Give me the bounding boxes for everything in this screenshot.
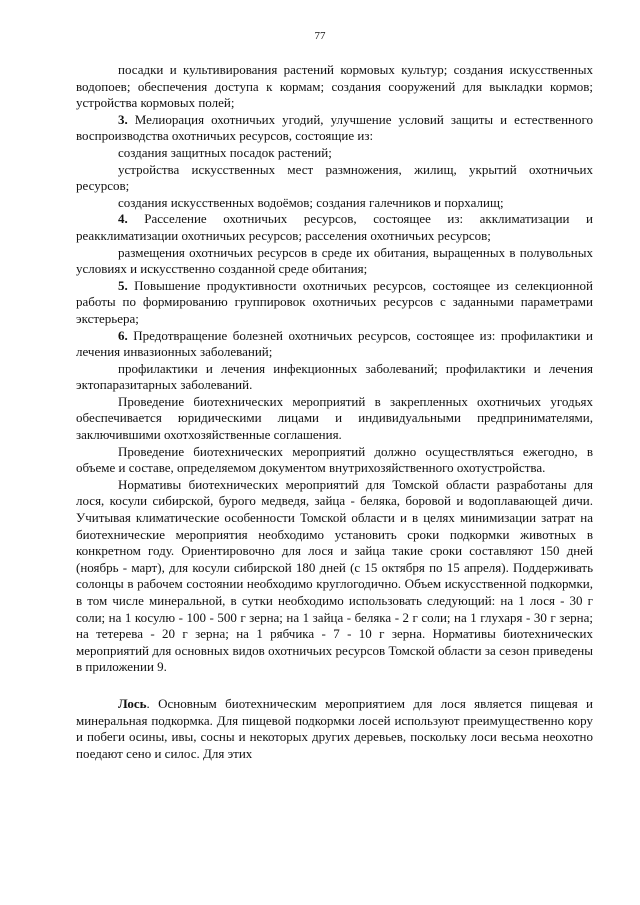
paragraph-text: Проведение биотехнических мероприятий в закрепленных охотничьих угодьях обеспечивается юридическими лицами и индивидуальными предпринимателями, заключившими охотхозяйственные соглашения.: [76, 393, 593, 443]
paragraph: [76, 145, 593, 162]
paragraph-text: устройства искусственных мест размножения, жилищ, укрытий охотничьих ресурсов;: [76, 161, 593, 194]
paragraph-number: 5.: [118, 277, 128, 293]
paragraph-number: 3.: [118, 111, 128, 127]
paragraph-number: 4.: [118, 211, 128, 227]
paragraph-gap: [76, 676, 593, 696]
paragraph-number: 6.: [118, 327, 128, 343]
paragraph-text: посадки и культивирования растений кормовых культур; создания искусственных водопоев; обеспечения доступа к кормам; создания сооружений для выкладки кормов; устройства кормовых полей;: [76, 62, 593, 111]
paragraph-text: профилактики и лечения инфекционных заболеваний; профилактики и лечения эктопаразитарных заболеваний.: [76, 360, 593, 393]
paragraph-text: Предотвращение болезней охотничьих ресурсов, состоящее из: профилактики и лечения инвазионных заболеваний;: [76, 327, 593, 360]
paragraph-text: Мелиорация охотничьих угодий, улучшение условий защиты и естественного воспроизводства охотничьих ресурсов, состоящие из:: [76, 111, 593, 144]
paragraph: [76, 195, 593, 212]
paragraph: [76, 444, 593, 477]
page-number: 77: [314, 30, 326, 42]
paragraph: [76, 245, 593, 278]
paragraph: [76, 211, 593, 244]
paragraph: [76, 696, 593, 762]
section-term-moose: Лось: [118, 695, 147, 711]
paragraph: [76, 394, 593, 444]
paragraph: [76, 328, 593, 361]
paragraph-text: размещения охотничьих ресурсов в среде их обитания, выращенных в полувольных условиях и искусственно созданной среде обитания;: [76, 244, 593, 277]
paragraph: [76, 278, 593, 328]
document-body: [76, 62, 593, 762]
paragraph: [76, 62, 593, 112]
paragraph-text: Проведение биотехнических мероприятий должно осуществляться ежегодно, в объеме и составе, определяемом документом внутрихозяйственного охотустройства.: [76, 443, 593, 476]
paragraph: [76, 162, 593, 195]
paragraph: [76, 112, 593, 145]
paragraph-text: . Основным биотехническим мероприятием для лося является пищевая и минеральная подкормка. Для пищевой подкормки лосей используют преимущественно кору и побеги осины, ивы, сосны и некоторых других деревьев, поскольку лоси весьма неохотно поедают сено и силос. Для этих: [76, 695, 593, 761]
paragraph-text: Нормативы биотехнических мероприятий для Томской области разработаны для лося, косули сибирской, бурого медведя, зайца - беляка, боровой и водоплавающей дичи. Учитывая климатические особенности Томской области и в целях минимизации затрат на биотехнические мероприятия необходимо установить сроки подкормки животных в конкретном году. Ориентировочно для лося и зайца такие сроки составляют 150 дней (ноябрь - март), для косули сибирской 180 дней (с 15 октября по 15 апреля). Поддерживать солонцы в рабочем состоянии необходимо круглогодично. Объем искусственной подкормки, в том числе минеральной, в сутки необходимо использовать следующий: на 1 лося - 30 г соли; на 1 косулю - 100 - 500 г зерна; на 1 зайца - беляка - 2 г соли; на 1 глухаря - 30 г зерна; на тетерева - 20 г зерна; на 1 рябчика - 7 - 10 г зерна. Нормативы биотехнических мероприятий для основных видов охотничьих ресурсов Томской области за сезон приведены в приложении 9.: [76, 476, 593, 675]
paragraph-text: создания искусственных водоёмов; создания галечников и порхалищ;: [118, 194, 504, 210]
paragraph-text: Повышение продуктивности охотничьих ресурсов, состоящее из селекционной работы по формированию группировок охотничьих ресурсов с заданными параметрами экстерьера;: [76, 277, 593, 326]
paragraph-text: Расселение охотничьих ресурсов, состоящее из: акклиматизации и реакклиматизации охотничьих ресурсов; расселения охотничьих ресурсов;: [76, 211, 593, 243]
paragraph: [76, 361, 593, 394]
paragraph: [76, 477, 593, 676]
paragraph-text: создания защитных посадок растений;: [118, 144, 332, 160]
